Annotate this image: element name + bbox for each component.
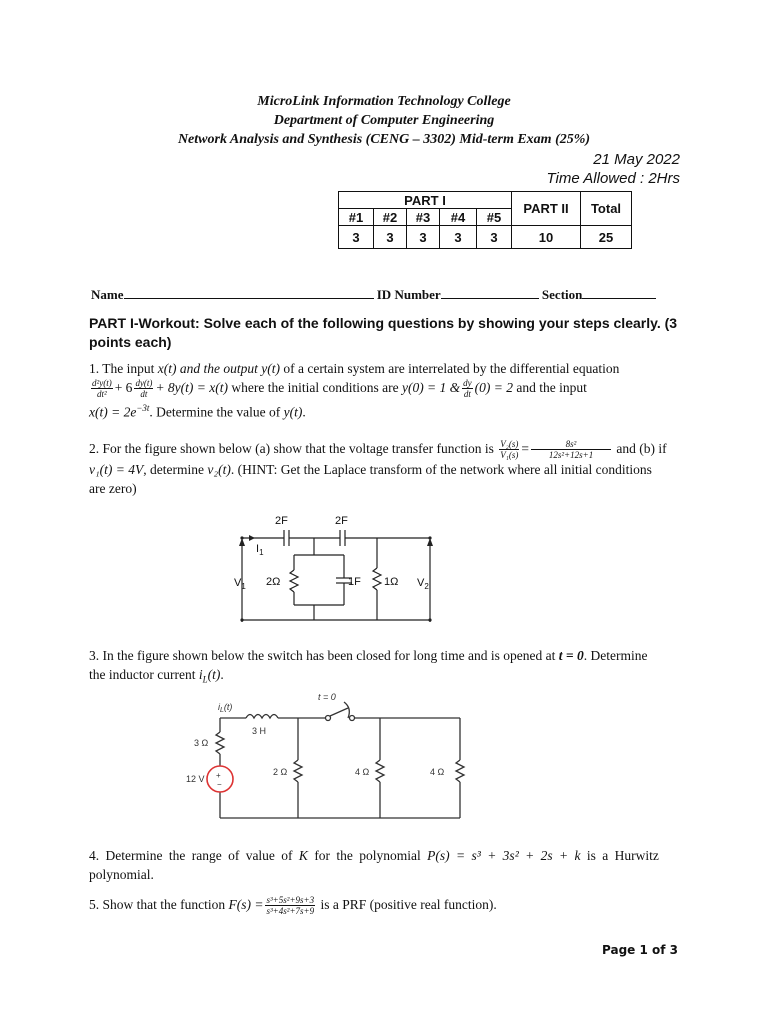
val-q4: 3 [440,226,477,249]
col-total: Total [581,192,632,226]
marks-table-values-row [339,226,632,249]
question-2: 2. For the figure shown below (a) show that the voltage transfer function is $\frac{\text{V₂(s)}}{\text{V₁(s)}}$ = $\frac{\text{8s²}}{\text{12s²+12s+1}}$ and (b) if v₁(t) = 4V, determine v₂(t). (HINT: Get the Laplace transform of the network where all initial conditions are zero) [89,439,667,497]
marks-table-header-row [339,192,632,209]
inductor-label: 3 H [252,726,267,736]
question-5: 5. Show that the function F(s) = $\frac{\text{s³+5s²+9s+3}}{\text{s³+4s²+7s+9}}$ is a PRF (positive real function). [89,895,497,917]
part1-header-cell: PART I [339,192,512,209]
question-3: 3. In the figure shown below the switch has been closed for long time and is opened at t = 0. Determine the inductor current $i_L(t)$. [89,648,648,685]
inductor-current-label: $i_L(t)$ [218,702,233,714]
time-allowed: Time Allowed : 2Hrs [546,170,680,187]
v2-label: $V_2$ [417,577,429,591]
part1-heading: PART I-Workout: Solve each of the following questions by showing your steps clearly. (3 points each) [89,315,678,350]
col-part2: PART II [512,192,581,226]
college-name: MicroLink Information Technology College [257,94,511,109]
resistor-4ohm-label-b: 4 Ω [430,767,445,777]
col-q2: #2 [374,209,407,226]
cap-label-1: 2F [275,515,288,527]
cap-label-2: 2F [335,515,348,527]
exam-title: Network Analysis and Synthesis (CENG – 3302) Mid-term Exam (25%) [177,132,591,147]
col-q5: #5 [477,209,512,226]
marks-table [338,191,632,249]
name-label: Name [91,287,124,302]
id-label: ID Number [376,287,441,302]
switch-time-label: t = 0 [318,692,336,702]
name-blank[interactable] [124,287,374,299]
source-12v-label: 12 V [186,774,205,784]
val-q3: 3 [407,226,440,249]
val-q2: 3 [374,226,407,249]
val-q5: 3 [477,226,512,249]
student-info-line [91,287,656,303]
page-number: Page 1 of 3 [602,943,678,957]
question-4: 4. Determine the range of value of K for the polynomial P(s) = s³ + 3s² + 2s + k is a Hurwitz polynomial. [89,848,659,882]
col-q4: #4 [440,209,477,226]
section-label: Section [541,287,583,302]
exam-date: 21 May 2022 [593,151,680,168]
resistor-2ohm-label-b: 2 Ω [273,767,288,777]
val-part2: 10 [512,226,581,249]
svg-text:−: − [217,780,222,789]
circuit-figure-1 [232,510,442,638]
col-q1: #1 [339,209,374,226]
resistor-1ohm-label: 1Ω [384,576,399,588]
svg-text:+: + [216,771,221,780]
resistor-2ohm-label: 2Ω [266,576,281,588]
department-name: Department of Computer Engineering [273,113,495,128]
v1-label: $V_1$ [234,577,246,591]
cap-1f-label: 1F [348,576,361,588]
resistor-3ohm-label: 3 Ω [194,738,209,748]
id-blank[interactable] [441,287,539,299]
col-q3: #3 [407,209,440,226]
circuit-figure-2 [180,690,470,830]
val-total: 25 [581,226,632,249]
resistor-4ohm-label-a: 4 Ω [355,767,370,777]
val-q1: 3 [339,226,374,249]
section-blank[interactable] [582,287,656,299]
question-1: 1. The input x(t) and the output y(t) of a certain system are interrelated by the differential equation $\frac{\text{d²y(t)}}{\text{dt²}}$ + 6 $\frac{dy(t)}{dt}$ + 8y(t) = x(t) where the initial conditions are y(0) = 1 & $\frac{dy}{dt}$ (0) = 2 and the input $x(t) = 2e^{-3t}$. Determine the value of y(t). [89,361,620,420]
current-label: $I_1$ [256,543,264,557]
